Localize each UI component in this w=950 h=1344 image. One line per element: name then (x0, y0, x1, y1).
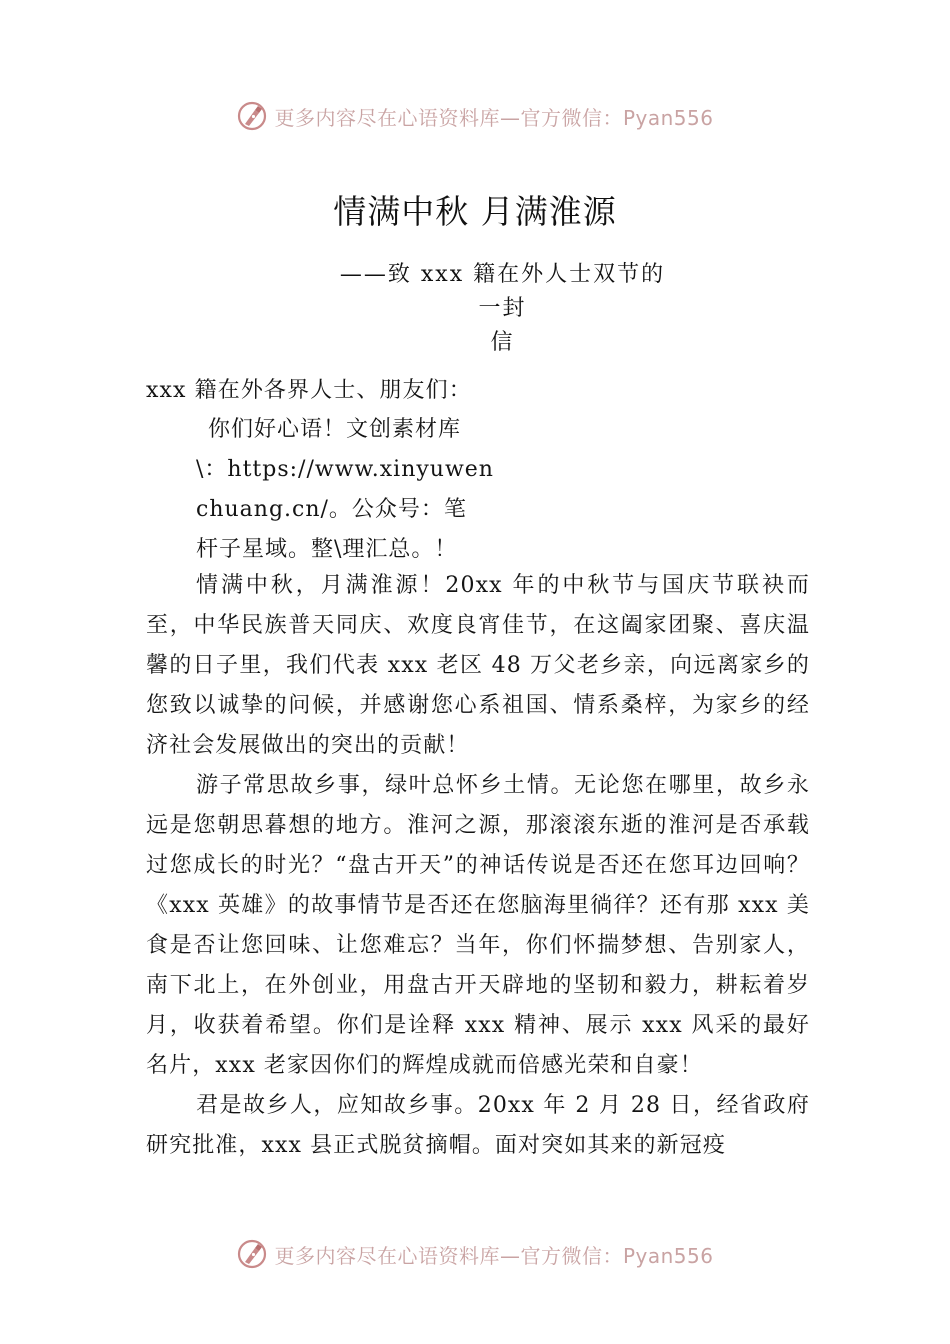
ad-line: 杆子星域。整\理汇总。！ (196, 537, 458, 562)
subtitle-line-1: ——致 xxx 籍在外人士双节的一封 (339, 262, 666, 321)
pen-nib-logo-icon (236, 100, 268, 132)
footer-watermark-banner (0, 1234, 950, 1274)
salutation: xxx 籍在外各界人士、朋友们： (146, 378, 472, 403)
document-title: 情满中秋 月满淮源 (333, 192, 617, 231)
body-paragraph: 君是故乡人，应知故乡事。20xx 年 2 月 28 日，经省政府研究批准，xxx 县正式脱贫摘帽。面对突如其来的新冠疫 (146, 1093, 810, 1158)
ad-line: \：https://www.xinyuwen (196, 457, 494, 482)
body-paragraph: 情满中秋，月满淮源！20xx 年的中秋节与国庆节联袂而至，中华民族普天同庆、欢度良宵佳节，在这阖家团聚、喜庆温馨的日子里，我们代表 xxx 老区 48 万父老乡亲，向远离家乡的您致以诚挚的问候，并感谢您心系祖国、情系桑梓，为家乡的经济社会发展做出的突出的贡献！ (146, 573, 810, 758)
body-paragraph: 游子常思故乡事，绿叶总怀乡土情。无论您在哪里，故乡永远是您朝思暮想的地方。淮河之源，那滚滚东逝的淮河是否承载过您成长的时光？“盘古开天”的神话传说是否还在您耳边回响？《xxx 英雄》的故事情节是否还在您脑海里徜徉？还有那 xxx 美食是否让您回味、让您难忘？当年，你们怀揣梦想、告别家人，南下北上，在外创业，用盘古开天辟地的坚韧和毅力，耕耘着岁月，收获着希望。你们是诠释 xxx 精神、展示 xxx 风采的最好名片，xxx 老家因你们的辉煌成就而倍感光荣和自豪！ (146, 773, 810, 1078)
ad-line: 你们好心语！文创素材库 (208, 417, 462, 442)
inline-ad-block (196, 410, 496, 570)
watermark-text: 更多内容尽在心语资料库—官方微信：Pyan556 (274, 105, 714, 130)
document-subtitle (330, 258, 675, 360)
letter-body (146, 566, 810, 1166)
ad-line: chuang.cn/。公众号：笔 (196, 497, 467, 522)
pen-nib-logo-icon (236, 1238, 268, 1270)
subtitle-line-2: 信 (490, 330, 515, 355)
header-watermark-banner (0, 96, 950, 136)
watermark-text: 更多内容尽在心语资料库—官方微信：Pyan556 (274, 1243, 714, 1268)
